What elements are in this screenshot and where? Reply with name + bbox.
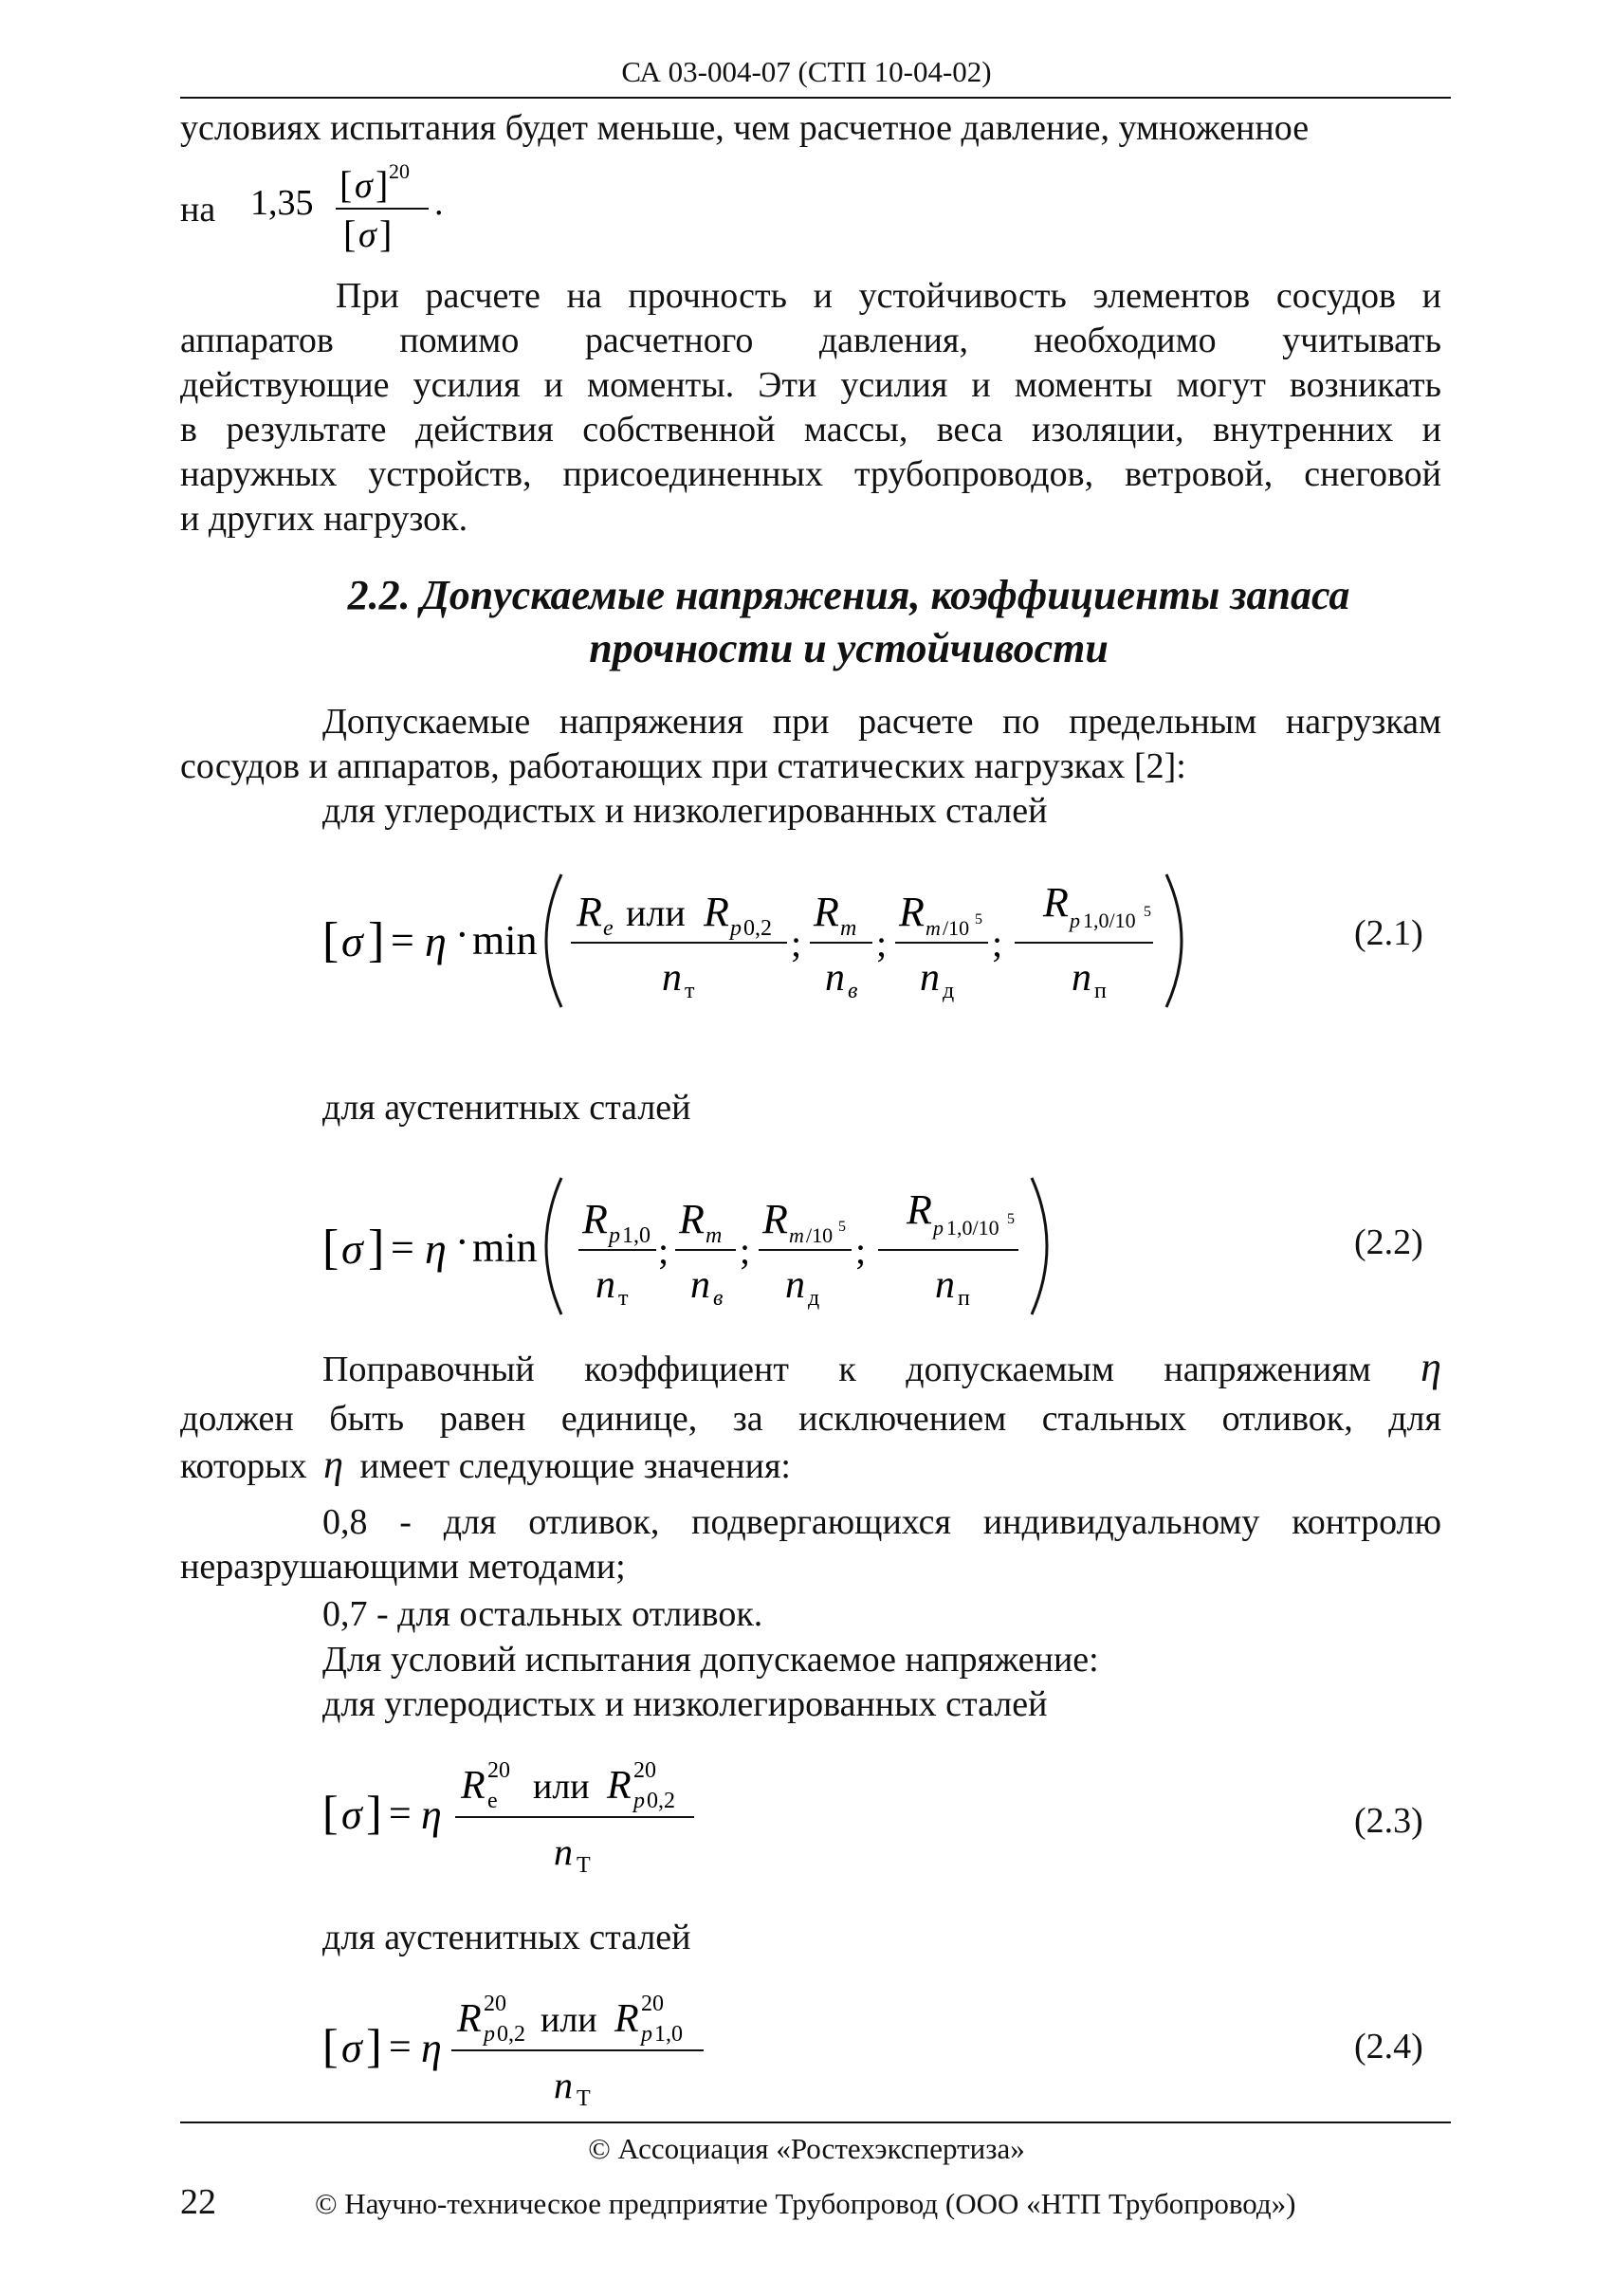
paragraph-line: Допускаемые напряжения при расчете по предельным нагрузкам <box>322 702 1441 742</box>
svg-text:5: 5 <box>1144 904 1151 920</box>
svg-text:5: 5 <box>838 1219 846 1235</box>
svg-text:1,0/10: 1,0/10 <box>946 1216 999 1240</box>
equation-number: (2.2) <box>1354 1222 1423 1262</box>
paragraph-line: для аустенитных сталей <box>322 1088 691 1128</box>
svg-text:R: R <box>577 889 602 935</box>
svg-text:]: ] <box>379 212 393 255</box>
svg-text:в: в <box>848 979 858 1003</box>
word: напряжениям <box>1164 1350 1371 1389</box>
paragraph-line <box>180 1443 791 1489</box>
svg-text:т: т <box>685 979 695 1003</box>
svg-text:R: R <box>679 1196 705 1242</box>
equation-number: (2.3) <box>1354 1801 1423 1841</box>
footer-rule <box>180 2122 1451 2123</box>
svg-text:[: [ <box>322 913 339 967</box>
svg-text:[: [ <box>343 212 357 255</box>
paragraph-line: для углеродистых и низколегированных сталей <box>322 1684 1048 1724</box>
test-pressure-ratio-formula <box>248 152 476 266</box>
svg-text:e: e <box>603 916 614 941</box>
svg-text:n: n <box>920 956 940 1000</box>
svg-text:д: д <box>943 979 955 1003</box>
svg-text:m: m <box>840 916 857 941</box>
paragraph-line: 0,7 - для остальных отливок. <box>322 1594 763 1634</box>
svg-text:д: д <box>808 1286 820 1311</box>
svg-text:p: p <box>641 2022 652 2047</box>
svg-text:Т: Т <box>577 2086 591 2111</box>
svg-text:п: п <box>1094 979 1107 1003</box>
paragraph-line: для углеродистых и низколегированных сталей <box>322 791 1048 831</box>
formula-ili-word: или <box>533 1767 590 1807</box>
paragraph-line: в результате действия собственной массы, веса изоляции, внутренних и <box>180 410 1441 450</box>
paragraph-line: Для условий испытания допускаемое напряжение: <box>322 1640 1099 1680</box>
word: Поправочный <box>322 1350 535 1389</box>
svg-text:]: ] <box>366 2019 382 2072</box>
svg-text:η: η <box>425 1224 447 1273</box>
svg-text:;: ; <box>740 1229 751 1272</box>
svg-text:min: min <box>472 1224 538 1271</box>
svg-text:20: 20 <box>487 1758 510 1783</box>
svg-text:[: [ <box>322 1221 339 1275</box>
svg-text:p: p <box>933 1216 944 1240</box>
svg-text:σ: σ <box>341 1791 362 1838</box>
formula-2-4 <box>313 1975 806 2117</box>
paragraph-line: условиях испытания будет меньше, чем расчетное давление, умноженное <box>180 108 1310 148</box>
svg-text:m: m <box>789 1223 804 1247</box>
svg-text:т: т <box>618 1286 629 1311</box>
svg-text:p: p <box>633 1789 645 1813</box>
svg-text:η: η <box>425 917 447 965</box>
paragraph-castings <box>180 1500 1441 1545</box>
svg-text:1,0: 1,0 <box>654 2022 683 2047</box>
svg-text:p: p <box>484 2022 495 2047</box>
word: коэффициент <box>584 1350 789 1389</box>
svg-text:Т: Т <box>577 1853 591 1878</box>
svg-text:p: p <box>730 916 742 941</box>
svg-text:p: p <box>1070 909 1080 932</box>
paragraph-line: 0,8 - для отливок, подвергающихся индивидуальному контролю <box>322 1502 1441 1542</box>
svg-text:n: n <box>690 1263 710 1307</box>
paragraph-line: для аустенитных сталей <box>322 1918 691 1957</box>
paragraph-line: должен быть равен единице, за исключением стальных отливок, для <box>180 1399 1441 1439</box>
svg-text:·: · <box>455 911 469 958</box>
svg-text:5: 5 <box>1007 1211 1015 1227</box>
svg-text:R: R <box>461 1764 486 1808</box>
svg-text:;: ; <box>992 922 1003 964</box>
svg-text:η: η <box>421 1791 442 1838</box>
svg-text:=: = <box>391 1224 414 1271</box>
paragraph-correction <box>180 1397 1441 1442</box>
svg-text:;: ; <box>855 1229 867 1272</box>
formula-2-3 <box>313 1745 806 1887</box>
section-heading-line: прочности и устойчивости <box>589 625 1109 671</box>
svg-text:p: p <box>609 1223 620 1248</box>
formula-ili-word: или <box>541 2000 597 2040</box>
svg-text:]: ] <box>368 1221 385 1275</box>
section-heading <box>180 569 1441 675</box>
svg-text:n: n <box>554 2064 573 2106</box>
svg-text:/10: /10 <box>943 916 970 940</box>
svg-text:σ: σ <box>341 917 363 965</box>
svg-text:20: 20 <box>389 159 410 183</box>
svg-text:]: ] <box>368 913 385 967</box>
svg-text:R: R <box>1043 879 1069 926</box>
svg-text:]: ] <box>366 1786 382 1839</box>
svg-text:0,2: 0,2 <box>647 1789 675 1813</box>
paragraph-line: наружных устройств, присоединенных трубопроводов, ветровой, снеговой <box>180 454 1441 494</box>
svg-text:20: 20 <box>641 1992 664 2016</box>
word: допускаемым <box>906 1350 1115 1389</box>
svg-text:[: [ <box>339 163 353 206</box>
footer-copyright-association: © Ассоциация «Ростехэкспертиза» <box>588 2132 1025 2165</box>
paragraph-prefix: на <box>180 190 216 230</box>
paragraph-text: которых <box>180 1446 307 1486</box>
svg-text:;: ; <box>658 1229 669 1272</box>
paragraph-correction-line <box>322 1345 1441 1392</box>
svg-text:e: e <box>487 1789 498 1813</box>
svg-text:m: m <box>706 1223 723 1248</box>
svg-text:m: m <box>926 916 941 940</box>
svg-text:R: R <box>762 1196 788 1242</box>
page-number: 22 <box>180 2182 216 2222</box>
svg-text:]: ] <box>376 163 389 206</box>
svg-text:5: 5 <box>975 911 982 928</box>
svg-text:n: n <box>825 956 845 1000</box>
svg-text:/10: /10 <box>806 1223 834 1247</box>
svg-text:R: R <box>582 1196 608 1242</box>
svg-text:n: n <box>662 956 682 1000</box>
paragraph-line: и других нагрузок. <box>180 499 468 539</box>
paragraph-loads <box>180 274 1441 497</box>
svg-text:0,2: 0,2 <box>743 916 772 941</box>
svg-text:в: в <box>713 1286 724 1311</box>
paragraph-line: аппаратов помимо расчетного давления, необходимо учитывать <box>180 321 1441 360</box>
footer-copyright-enterprise: © Научно-техническое предприятие Трубопровод (ООО «НТП Трубопровод») <box>315 2187 1296 2220</box>
eta-symbol: η <box>323 1443 344 1487</box>
svg-text:n: n <box>554 1830 573 1873</box>
formula-ili-word: или <box>626 891 686 934</box>
svg-text:n: n <box>785 1263 805 1307</box>
formula-coefficient: 1,35 <box>250 183 314 223</box>
svg-text:=: = <box>391 917 414 964</box>
svg-text:[: [ <box>322 2019 339 2072</box>
svg-text:1,0/10: 1,0/10 <box>1083 909 1136 932</box>
svg-text:1,0: 1,0 <box>622 1223 651 1248</box>
svg-text:R: R <box>814 889 839 935</box>
eta-symbol: η <box>1421 1344 1441 1390</box>
svg-text:R: R <box>907 1186 932 1233</box>
paragraph-text: имеет следующие значения: <box>359 1446 791 1486</box>
svg-text:n: n <box>935 1263 955 1307</box>
document-code-header: СА 03-004-07 (СТП 10-04-02) <box>621 55 992 88</box>
word: к <box>838 1350 856 1389</box>
svg-text:=: = <box>389 2026 412 2069</box>
svg-text:σ: σ <box>355 166 373 206</box>
svg-text:п: п <box>958 1286 970 1311</box>
svg-text:;: ; <box>876 922 888 964</box>
svg-text:min: min <box>472 917 538 964</box>
svg-text:n: n <box>596 1263 615 1307</box>
svg-text:R: R <box>614 1997 639 2041</box>
paragraph-allowable-stress <box>180 700 1441 744</box>
svg-text:;: ; <box>791 922 802 964</box>
formula-2-2 <box>313 1159 1166 1330</box>
equation-number: (2.4) <box>1354 2027 1423 2066</box>
svg-text:R: R <box>457 1997 482 2041</box>
paragraph-line: сосудов и аппаратов, работающих при статических нагрузках [2]: <box>180 746 1186 786</box>
svg-text:.: . <box>434 183 444 223</box>
formula-2-1 <box>313 854 1261 1024</box>
equation-number: (2.1) <box>1354 913 1423 953</box>
header-rule <box>180 97 1451 99</box>
svg-text:20: 20 <box>484 1992 506 2016</box>
svg-text:=: = <box>389 1792 412 1836</box>
svg-text:0,2: 0,2 <box>497 2022 525 2047</box>
paragraph-line: При расчете на прочность и устойчивость элементов сосудов и <box>336 276 1441 316</box>
paragraph-line: действующие усилия и моменты. Эти усилия и моменты могут возникать <box>180 365 1441 405</box>
svg-text:20: 20 <box>633 1758 656 1783</box>
svg-text:R: R <box>704 889 729 935</box>
svg-text:[: [ <box>322 1786 339 1839</box>
svg-text:·: · <box>455 1219 469 1265</box>
svg-text:η: η <box>421 2025 442 2071</box>
paragraph-line: неразрушающими методами; <box>180 1547 626 1587</box>
svg-text:R: R <box>899 889 925 935</box>
svg-text:R: R <box>607 1764 632 1808</box>
svg-text:n: n <box>1072 956 1091 1000</box>
section-heading-line: 2.2. Допускаемые напряжения, коэффициенты запаса <box>347 572 1350 618</box>
svg-text:σ: σ <box>341 2025 362 2071</box>
svg-text:σ: σ <box>358 215 376 255</box>
svg-text:σ: σ <box>341 1224 363 1273</box>
